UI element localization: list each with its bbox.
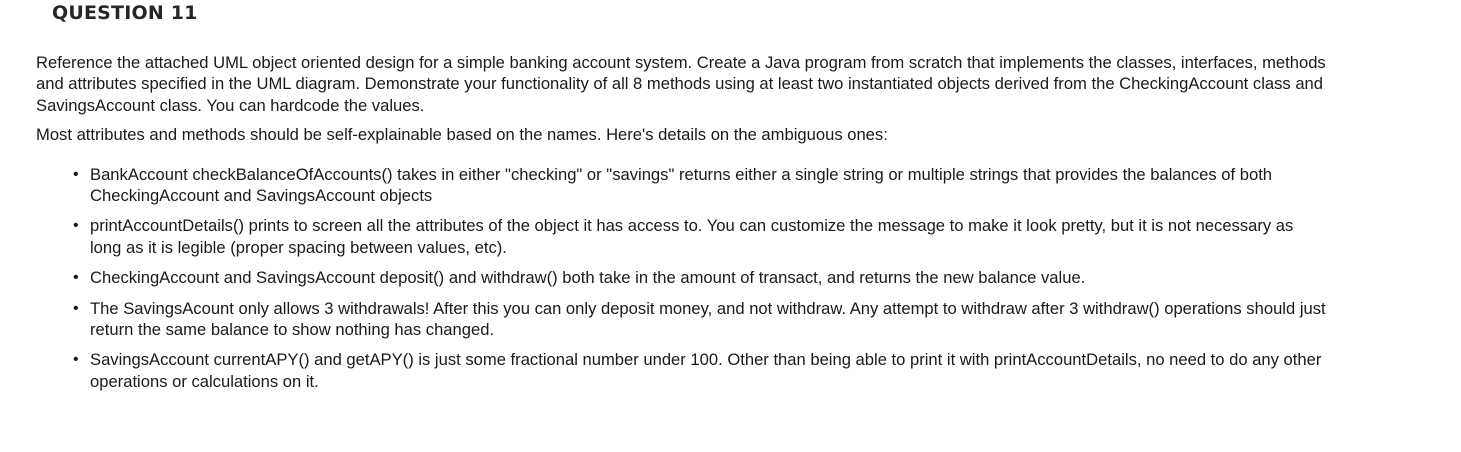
details-list (36, 164, 1326, 393)
list-item: • The SavingsAcount only allows 3 withdrawals! After this you can only deposit money, and not withdraw. Any attempt to withdraw after 3 withdraw() operations should just return the same balance to show nothing has changed. (90, 298, 1326, 341)
list-item: • BankAccount checkBalanceOfAccounts() takes in either "checking" or "savings" returns either a single string or multiple strings that provides the balances of both CheckingAccount and SavingsAccount objects (90, 164, 1326, 207)
question-title: QUESTION 11 (52, 2, 198, 24)
instructions-paragraph: Reference the attached UML object oriented design for a simple banking account system. Create a Java program from scratch that implements the classes, interfaces, methods and attributes specified in the UML diagram. Demonstrate your functionality of all 8 methods using at least two instantiated objects derived from the CheckingAccount class and SavingsAccount class. You can hardcode the values. (36, 53, 1326, 115)
ambiguity-note-paragraph: Most attributes and methods should be self-explainable based on the names. Here's details on the ambiguous ones: (36, 125, 888, 145)
question-body (36, 52, 1326, 401)
list-item: • SavingsAccount currentAPY() and getAPY() is just some fractional number under 100. Other than being able to print it with printAccountDetails, no need to do any other operations or calculations on it. (90, 349, 1326, 392)
list-item: • printAccountDetails() prints to screen all the attributes of the object it has access to. You can customize the message to make it look pretty, but it is not necessary as long as it is legible (proper spacing between values, etc). (90, 215, 1326, 258)
list-item: • CheckingAccount and SavingsAccount deposit() and withdraw() both take in the amount of transact, and returns the new balance value. (90, 267, 1326, 288)
